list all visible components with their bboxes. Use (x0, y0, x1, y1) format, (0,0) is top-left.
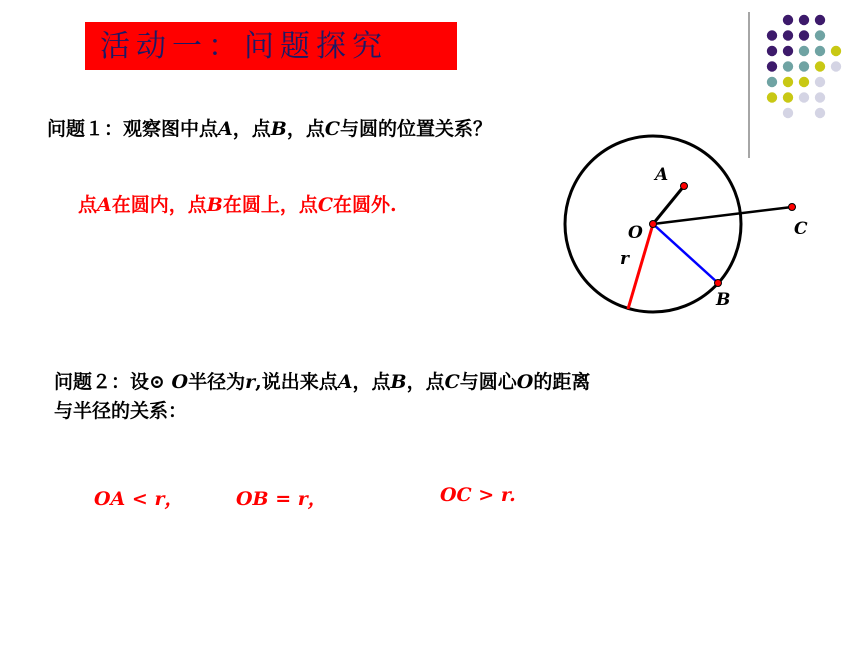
point-B (715, 280, 722, 287)
segment-OA (653, 186, 684, 224)
segment-OC (653, 207, 792, 224)
question-2-line-2: 与半径的关系： (54, 400, 188, 422)
segment-OB (653, 224, 718, 283)
point-C (789, 204, 796, 211)
relation-OB: OB = r， (236, 488, 327, 510)
slide-title: 活动一：问题探究 (100, 29, 388, 64)
label-C: C (794, 219, 808, 239)
label-O: O (628, 223, 643, 243)
answer-1: 点A在圆内，点B在圆上，点C在圆外. (78, 194, 397, 216)
relation-OC: OC > r. (440, 484, 516, 506)
question-1: 问题１：观察图中点A，点B，点C与圆的位置关系？ (47, 118, 492, 140)
relation-OA: OA < r， (94, 488, 184, 510)
point-A (681, 183, 688, 190)
point-O (650, 221, 657, 228)
label-B: B (716, 290, 731, 310)
question-2: 问题２：设⊙ O半径为r,说出来点A，点B，点C与圆心O的距离 (54, 371, 591, 393)
label-A: A (655, 165, 669, 185)
label-r: r (620, 249, 629, 269)
